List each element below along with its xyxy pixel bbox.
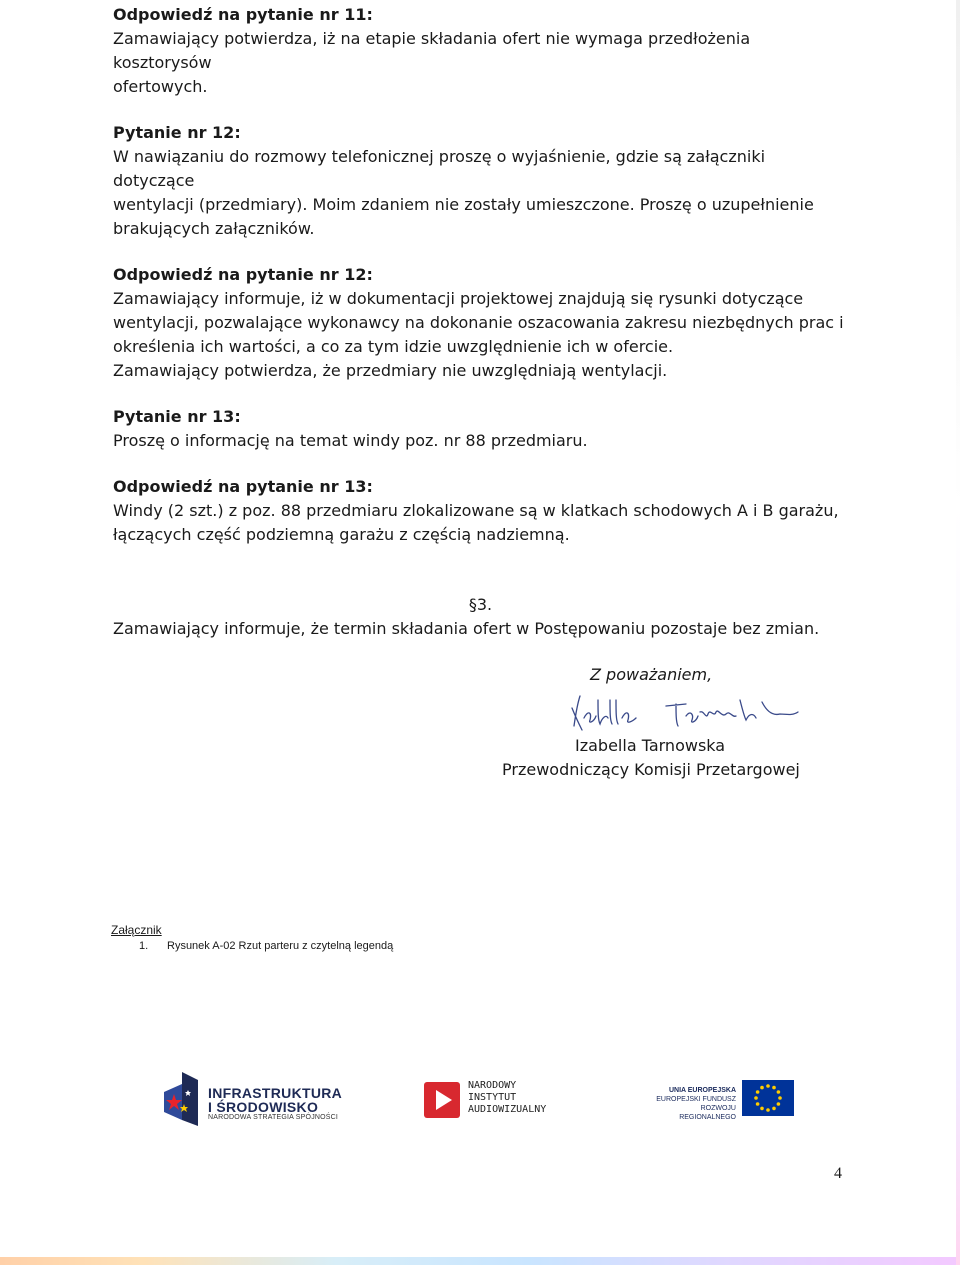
section-line: łączących część podziemną garażu z częścią nadziemną. [113,525,570,544]
section-line: Proszę o informację na temat windy poz. nr 88 przedmiaru. [113,431,588,450]
section-heading-answer-12: Odpowiedź na pytanie nr 12: [113,265,373,284]
play-icon [424,1082,460,1118]
eu-line-3: ROZWOJU REGIONALNEGO [679,1105,736,1121]
section-line: Zamawiający potwierdza, iż na etapie składania ofert nie wymaga przedłożenia kosztorysów [113,29,751,72]
section-line: Zamawiający potwierdza, że przedmiary nie uwzględniają wentylacji. [113,361,668,380]
page-number: 4 [834,1165,842,1182]
handwritten-signature [566,690,806,734]
section-line: Zamawiający informuje, iż w dokumentacji projektowej znajdują się rysunki dotyczące [113,289,804,308]
eu-line-2: EUROPEJSKI FUNDUSZ [656,1096,736,1103]
document-body [113,0,848,641]
attachment-item [139,938,393,954]
section-heading-question-13: Pytanie nr 13: [113,407,241,426]
nina-logo [424,1078,564,1124]
paragraph-mark: §3. [468,595,493,614]
scan-edge-bottom [0,1257,960,1265]
nina-line-3: AUDIOWIZUALNY [468,1104,547,1115]
attachment-list [111,922,393,954]
closing-phrase: Z poważaniem, [590,665,713,684]
attachment-item-number: 1. [139,940,149,952]
attachment-title: Załącznik [111,923,162,937]
infrastruktura-emblem-icon [164,1070,198,1126]
infrastruktura-tagline: NARODOWA STRATEGIA SPÓJNOŚCI [208,1114,339,1121]
section-line: W nawiązaniu do rozmowy telefonicznej proszę o wyjaśnienie, gdzie są załączniki dotyczące [113,147,766,190]
section-line: brakujących załączników. [113,219,315,238]
section-line: ofertowych. [113,77,208,96]
section-heading-answer-11: Odpowiedź na pytanie nr 11: [113,5,373,24]
eu-logo [646,1080,796,1120]
section-line: Windy (2 szt.) z poz. 88 przedmiaru zlokalizowane są w klatkach schodowych A i B garażu, [113,501,839,520]
signatory-role: Przewodniczący Komisji Przetargowej [502,760,800,779]
infrastruktura-logo [164,1070,343,1130]
section-heading-question-12: Pytanie nr 12: [113,123,241,142]
paragraph-text: Zamawiający informuje, że termin składania ofert w Postępowaniu pozostaje bez zmian. [113,619,820,638]
nina-line-2: INSTYTUT [468,1092,517,1103]
funding-logos [0,1070,960,1130]
section-line: wentylacji (przedmiary). Moim zdaniem nie zostały umieszczone. Proszę o uzupełnienie [113,195,814,214]
nina-line-1: NARODOWY [468,1080,517,1091]
section-line: określenia ich wartości, a co za tym idzie uwzględnienie ich w ofercie. [113,337,674,356]
attachment-item-text: Rysunek A-02 Rzut parteru z czytelną legendą [167,940,394,952]
infrastruktura-subtitle: I ŚRODOWISKO [208,1099,319,1115]
eu-line-1: UNIA EUROPEJSKA [668,1087,736,1094]
eu-flag-icon [742,1080,794,1116]
section-line: wentylacji, pozwalające wykonawcy na dokonanie oszacowania zakresu niezbędnych prac i [113,313,844,332]
scan-edge-right [956,0,960,1265]
infrastruktura-title: INFRASTRUKTURA [208,1085,343,1101]
section-heading-answer-13: Odpowiedź na pytanie nr 13: [113,477,373,496]
signatory-name: Izabella Tarnowska [575,736,726,755]
